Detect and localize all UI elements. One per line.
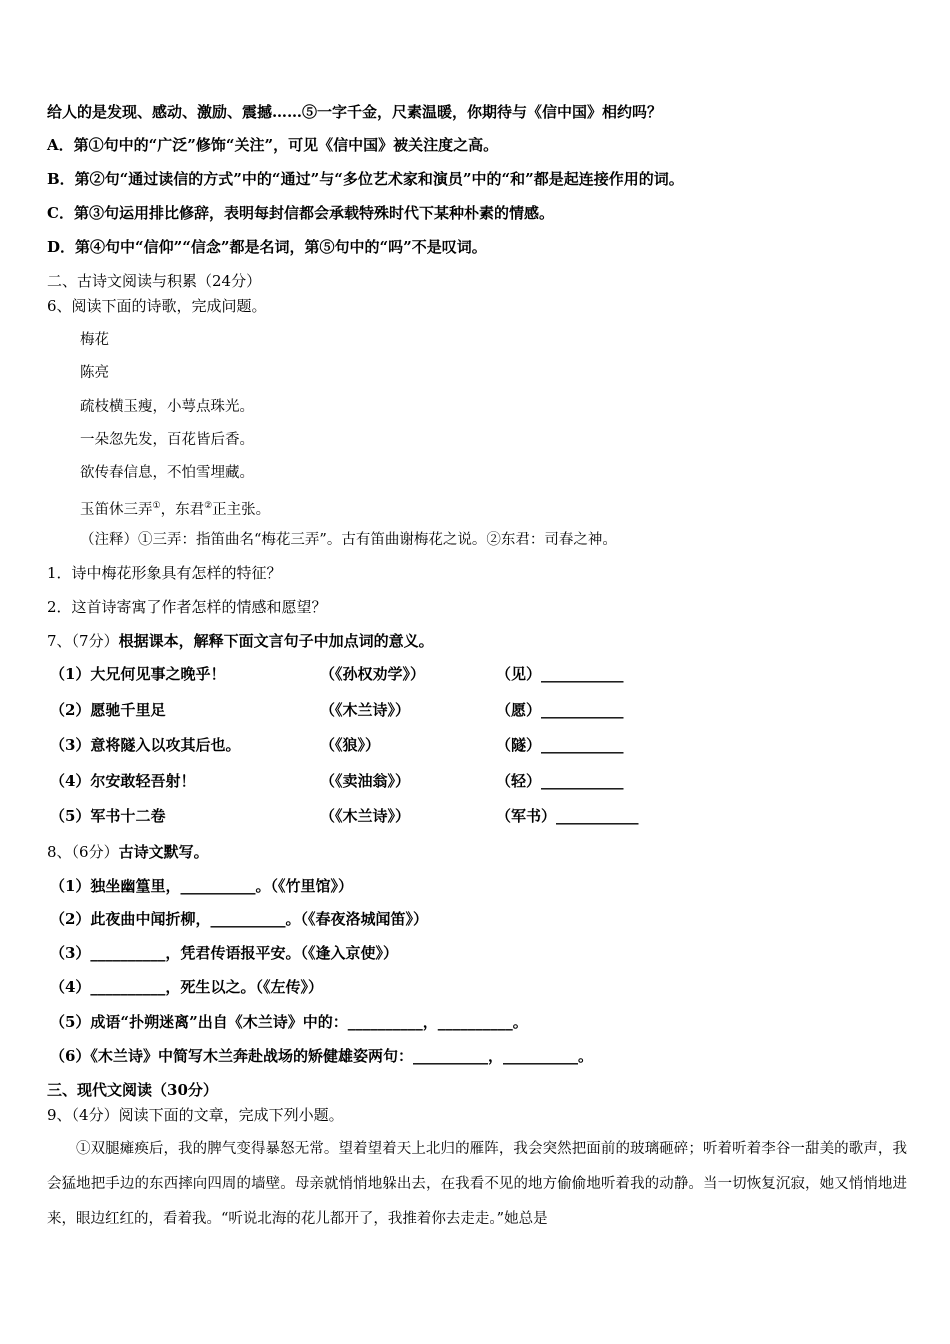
q8-item-1[interactable]: （1）独坐幽篁里，__________。（《竹里馆》） (50, 877, 353, 895)
q8-item-4[interactable]: （4）__________，死生以之。（《左传》） (50, 978, 323, 996)
q7-sentence-4: （4）尔安敢轻吾射！ (50, 772, 196, 790)
q6-prompt: 6、阅读下面的诗歌，完成问题。 (47, 297, 267, 315)
q7-answer-blank-4[interactable]: （轻）___________ (496, 772, 624, 790)
poem-title: 梅花 (80, 332, 109, 348)
q5-option-d: D．第④句中“信仰”“信念”都是名词，第⑤句中的“吗”不是叹词。 (47, 238, 487, 256)
q5-option-c: C．第③句运用排比修辞，表明每封信都会承载特殊时代下某种朴素的情感。 (47, 204, 554, 222)
q7-answer-blank-5[interactable]: （军书）___________ (496, 807, 639, 825)
section2-heading: 二、古诗文阅读与积累（24分） (47, 272, 262, 290)
q5-option-b: B．第②句“通过读信的方式”中的“通过”与“多位艺术家和演员”中的“和”都是起连接作用的词。 (47, 170, 684, 188)
q7-source-5: （《木兰诗》） (320, 807, 411, 825)
q5-option-a: A．第①句中的“广泛”修饰“关注”，可见《信中国》被关注度之高。 (47, 136, 499, 154)
poem-annotation: （注释）①三弄：指笛曲名“梅花三弄”。古有笛曲谢梅花之说。②东君：司春之神。 (80, 532, 617, 548)
q7-sentence-1: （1）大兄何见事之晚乎！ (50, 665, 226, 683)
q9-reading-paragraph: ①双腿瘫痪后，我的脾气变得暴怒无常。望着望着天上北归的雁阵，我会突然把面前的玻璃砸碎；听着听着李谷一甜美的歌声，我会猛地把手边的东西摔向四周的墙壁。母亲就悄悄地躲出去，在我看不见的地方偷偷地听着我的动静。当一切恢复沉寂，她又悄悄地进来，眼边红红的，看着我。“听说北海的花儿都开了，我推着你去走走。”她总是 (47, 1141, 907, 1227)
poem-author: 陈亮 (80, 365, 109, 381)
q9-prompt: 9、（4分）阅读下面的文章，完成下列小题。 (47, 1106, 344, 1124)
q7-source-2: （《木兰诗》） (320, 701, 411, 719)
q7-answer-blank-1[interactable]: （见）___________ (496, 665, 624, 683)
q7-source-4: （《卖油翁》） (320, 772, 411, 790)
poem-line-2: 一朵忽先发，百花皆后香。 (80, 432, 254, 448)
q7-heading: 7、（7分）根据课本，解释下面文言句子中加点词的意义。 (47, 632, 434, 650)
q6-subquestion-2: 2．这首诗寄寓了作者怎样的情感和愿望？ (47, 598, 327, 616)
q8-item-6[interactable]: （6）《木兰诗》中简写木兰奔赴战场的矫健雄姿两句：__________，__________。 (50, 1047, 593, 1065)
q6-subquestion-1: 1．诗中梅花形象具有怎样的特征？ (47, 564, 282, 582)
q7-sentence-2: （2）愿驰千里足 (50, 701, 166, 719)
q7-answer-blank-3[interactable]: （隧）___________ (496, 736, 624, 754)
q5-tail-text: 给人的是发现、感动、激励、震撼……⑤一字千金，尺素温暖，你期待与《信中国》相约吗？ (47, 103, 663, 121)
q8-item-5[interactable]: （5）成语“扑朔迷离”出自《木兰诗》中的：__________，__________。 (50, 1013, 528, 1031)
q7-sentence-3: （3）意将隧入以攻其后也。 (50, 736, 241, 754)
section3-heading: 三、现代文阅读（30分） (47, 1081, 218, 1099)
poem-line-4: 玉笛休三弄①，东君②正主张。 (80, 501, 271, 518)
q7-sentence-5: （5）军书十二卷 (50, 807, 166, 825)
q7-source-3: （《狼》） (320, 736, 381, 754)
q8-item-3[interactable]: （3）__________，凭君传语报平安。（《逢入京使》） (50, 944, 398, 962)
poem-line-1: 疏枝横玉瘦，小萼点珠光。 (80, 399, 254, 415)
q8-item-2[interactable]: （2）此夜曲中闻折柳，__________。（《春夜洛城闻笛》） (50, 910, 428, 928)
q7-source-1: （《孙权劝学》） (320, 665, 426, 683)
q8-heading: 8、（6分）古诗文默写。 (47, 843, 209, 861)
poem-line-3: 欲传春信息，不怕雪埋藏。 (80, 465, 254, 481)
q7-answer-blank-2[interactable]: （愿）___________ (496, 701, 624, 719)
